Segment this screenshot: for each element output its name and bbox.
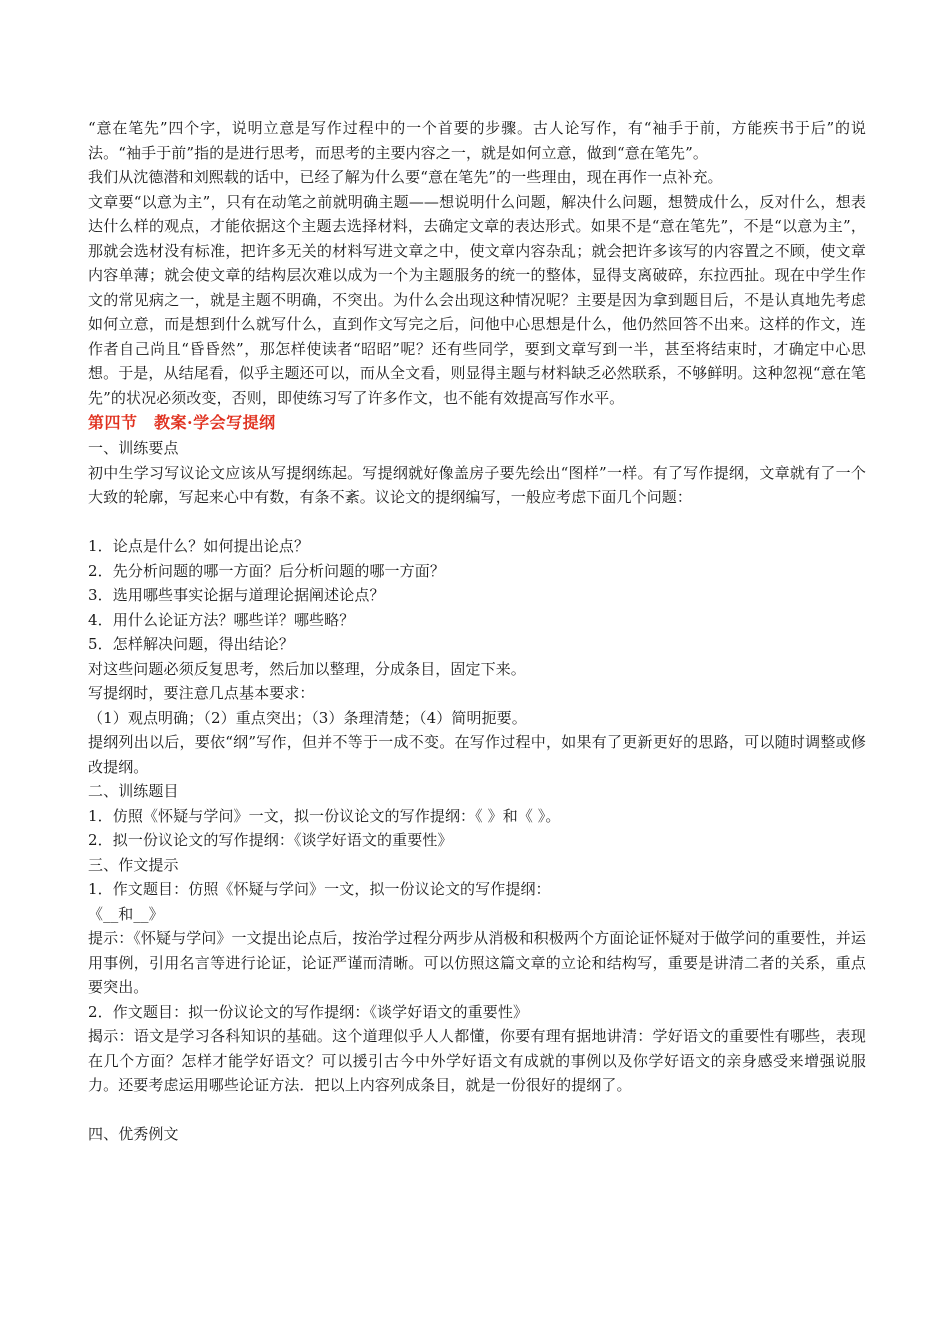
after-questions-4: 提纲列出以后，要依“纲”写作，但并不等于一成不变。在写作过程中，如果有了更新更好的思路，可以随时调整或修改提纲。 — [88, 733, 866, 776]
part1-title: 一、训练要点 — [88, 439, 179, 457]
intro-paragraph-2: 我们从沈德潜和刘熙载的话中，已经了解为什么要“意在笔先”的一些理由，现在再作一点补充。 — [88, 168, 723, 186]
question-item-3: 3．选用哪些事实论据与道理论据阐述论点？ — [88, 586, 385, 604]
part3-item-2: 《__和__》 — [88, 904, 164, 923]
part3-item-4: 2．作文题目：拟一份议论文的写作提纲：《谈学好语文的重要性》 — [88, 1002, 529, 1021]
blank-line — [88, 510, 866, 535]
part2-title: 二、训练题目 — [88, 782, 179, 800]
part3-title: 三、作文提示 — [88, 855, 179, 874]
part3-item-1: 1．作文题目：仿照《怀疑与学问》一文，拟一份议论文的写作提纲： — [88, 880, 551, 898]
after-questions-1: 对这些问题必须反复思考，然后加以整理，分成条目，固定下来。 — [88, 659, 526, 678]
part4-title: 四、优秀例文 — [88, 1125, 179, 1143]
question-item-2: 2．先分析问题的哪一方面？后分析问题的哪一方面？ — [88, 561, 445, 580]
part3-item-3: 提示：《怀疑与学问》一文提出论点后，按治学过程分两步从消极和积极两个方面论证怀疑对于做学问的重要性，并运用事例，引用名言等进行论证，论证严谨而清晰。可以仿照这篇文章的立论和结构写，重要是讲清二者的关系，重点要突出。 — [88, 929, 866, 996]
document-page — [88, 116, 866, 1147]
blank-line — [88, 1098, 866, 1123]
question-item-1: 1．论点是什么？如何提出论点？ — [88, 537, 310, 555]
part1-intro: 初中生学习写议论文应该从写提纲练起。写提纲就好像盖房子要先绘出“图样”一样。有了写作提纲，文章就有了一个大致的轮廓，写起来心中有数，有条不紊。议论文的提纲编写，一般应考虑下面几个问题： — [88, 463, 866, 506]
question-item-5: 5．怎样解决问题，得出结论？ — [88, 635, 294, 653]
part2-item-1: 1．仿照《怀疑与学问》一文，拟一份议论文的写作提纲：《 》和《 》。 — [88, 806, 561, 825]
section-heading: 第四节 教案·学会写提纲 — [88, 413, 276, 432]
after-questions-2: 写提纲时，要注意几点基本要求： — [88, 684, 315, 702]
requirements-list: （1）观点明确；（2）重点突出；（3）条理清楚；（4）简明扼要。 — [88, 708, 527, 727]
question-item-4: 4．用什么论证方法？哪些详？哪些略？ — [88, 610, 355, 629]
intro-paragraph-3: 文章要“以意为主”，只有在动笔之前就明确主题——想说明什么问题，解决什么问题，想赞成什么，反对什么，想表达什么样的观点，才能依据这个主题去选择材料，去确定文章的表达形式。如果不是“意在笔先”，不是“以意为主”，那就会选材没有标准，把许多无关的材料写进文章之中，使文章内容杂乱；就会把许多该写的内容置之不顾，使文章内容单薄；就会使文章的结构层次难以成为一个为主题服务的统一的整体，显得支离破碎，东拉西扯。现在中学生作文的常见病之一，就是主题不明确，不突出。为什么会出现这种情况呢？主要是因为拿到题目后，不是认真地先考虑如何立意，而是想到什么就写什么，直到作文写完之后，问他中心思想是什么，他仍然回答不出来。这样的作文，连作者自己尚且“昏昏然”，那怎样使读者“昭昭”呢？还有些同学，要到文章写到一半，甚至将结束时，才确定中心思想。于是，从结尾看，似乎主题还可以，而从全文看，则显得主题与材料缺乏必然联系，不够鲜明。这种忽视“意在笔先”的状况必须改变，否则，即使练习写了许多作文，也不能有效提高写作水平。 — [88, 192, 866, 407]
part2-item-2: 2．拟一份议论文的写作提纲：《谈学好语文的重要性》 — [88, 831, 453, 849]
part3-item-5: 揭示：语文是学习各科知识的基础。这个道理似乎人人都懂，你要有理有据地讲清：学好语文的重要性有哪些，表现在几个方面？怎样才能学好语文？可以援引古今中外学好语文有成就的事例以及你学好语文的亲身感受来增强说服力。还要考虑运用哪些论证方法．把以上内容列成条目，就是一份很好的提纲了。 — [88, 1027, 866, 1094]
intro-paragraph-1: “意在笔先”四个字，说明立意是写作过程中的一个首要的步骤。古人论写作，有“袖手于前，方能疾书于后”的说法。“袖手于前”指的是进行思考，而思考的主要内容之一，就是如何立意，做到“意在笔先”。 — [88, 119, 866, 162]
